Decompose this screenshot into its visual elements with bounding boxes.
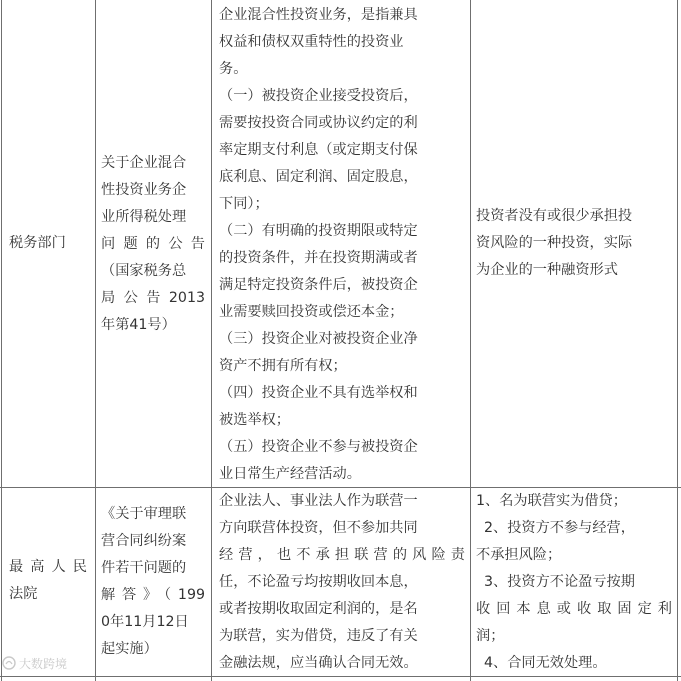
document-line: 业所得税处理 [101, 209, 187, 225]
summary-line: 3、投资方不论盈亏按期 [484, 574, 635, 590]
column-divider [677, 0, 678, 681]
watermark-text: 大数跨境 [19, 657, 68, 671]
content-cell [219, 2, 465, 488]
content-line: 任，不论盈亏均按期收回本息， [219, 574, 418, 590]
summary-cell [476, 488, 672, 677]
content-line: （四）投资企业不具有选举权和 [219, 385, 418, 401]
document-line: 0年11月12日 [101, 614, 189, 630]
summary-line: 资风险的一种投资，实际 [476, 235, 633, 251]
content-cell [219, 488, 465, 677]
document-line: 问题的公告 [101, 236, 205, 252]
department-label: 税务部门 [9, 235, 66, 251]
content-line: 下同）； [219, 196, 269, 212]
content-line: 率定期支付利息（或定期支付保 [219, 142, 418, 158]
column-divider [211, 0, 212, 681]
content-line: 或者按期收取固定利润的，是名 [219, 601, 418, 617]
content-line: 企业法人、事业法人作为联营一 [219, 493, 418, 509]
watermark-logo-icon [2, 656, 16, 670]
document-line: 关于企业混合 [101, 155, 187, 171]
summary-line: 投资者没有或很少承担投 [476, 208, 633, 224]
summary-cell [476, 203, 672, 284]
summary-line: 为企业的一种融资形式 [476, 262, 618, 278]
content-line: 业需要赎回投资或偿还本金； [219, 304, 404, 320]
document-cell [101, 501, 205, 663]
content-line: 被选举权； [219, 412, 290, 428]
summary-line: 收回本息或收取固定利 [476, 601, 672, 617]
summary-line: 不承担风险； [476, 547, 562, 563]
content-line: 务。 [219, 61, 248, 77]
content-line: 满足特定投资条件后，被投资企 [219, 277, 418, 293]
document-line: 解答》（199 [101, 587, 205, 603]
document-line: 性投资业务企 [101, 182, 187, 198]
column-divider [1, 0, 2, 681]
content-line: 业日常生产经营活动。 [219, 466, 361, 482]
column-divider [470, 0, 471, 681]
column-divider [95, 0, 96, 681]
department-label: 法院 [9, 586, 38, 602]
content-line: 金融法规，应当确认合同无效。 [219, 655, 418, 671]
content-line: （一）被投资企业接受投资后， [219, 88, 418, 104]
document-line: 局公告2013 [101, 290, 205, 306]
summary-line: 4、合同无效处理。 [484, 655, 607, 671]
content-line: 企业混合性投资业务，是指兼具 [219, 7, 418, 23]
content-line: 为联营，实为借贷，违反了有关 [219, 628, 418, 644]
watermark [2, 655, 67, 672]
content-line: 经营，也不承担联营的风险责 [219, 547, 465, 563]
summary-line: 润； [476, 628, 505, 644]
content-line: （二）有明确的投资期限或特定 [219, 223, 418, 239]
summary-line: 2、投资方不参与经营， [484, 520, 635, 536]
department-cell [9, 230, 91, 257]
document-line: 年第41号） [101, 317, 176, 333]
content-line: 资产不拥有所有权； [219, 358, 347, 374]
department-label: 最高人民 [9, 559, 87, 575]
document-cell [101, 150, 205, 339]
document-line: 起实施） [101, 641, 158, 657]
content-line: 需要按投资合同或协议约定的利 [219, 115, 418, 131]
document-line: 营合同纠纷案 [101, 533, 187, 549]
content-line: 方向联营体投资，但不参加共同 [219, 520, 418, 536]
document-line: （国家税务总 [101, 263, 187, 279]
content-line: 底利息、固定利润、固定股息， [219, 169, 418, 185]
content-line: （三）投资企业对被投资企业净 [219, 331, 418, 347]
document-line: 《关于审理联 [101, 506, 187, 522]
document-line: 件若干问题的 [101, 560, 187, 576]
content-line: 权益和债权双重特性的投资业 [219, 34, 404, 50]
content-line: 的投资条件，并在投资期满或者 [219, 250, 418, 266]
summary-line: 1、名为联营实为借贷； [476, 493, 627, 509]
department-cell [9, 554, 87, 608]
content-line: （五）投资企业不参与被投资企 [219, 439, 418, 455]
